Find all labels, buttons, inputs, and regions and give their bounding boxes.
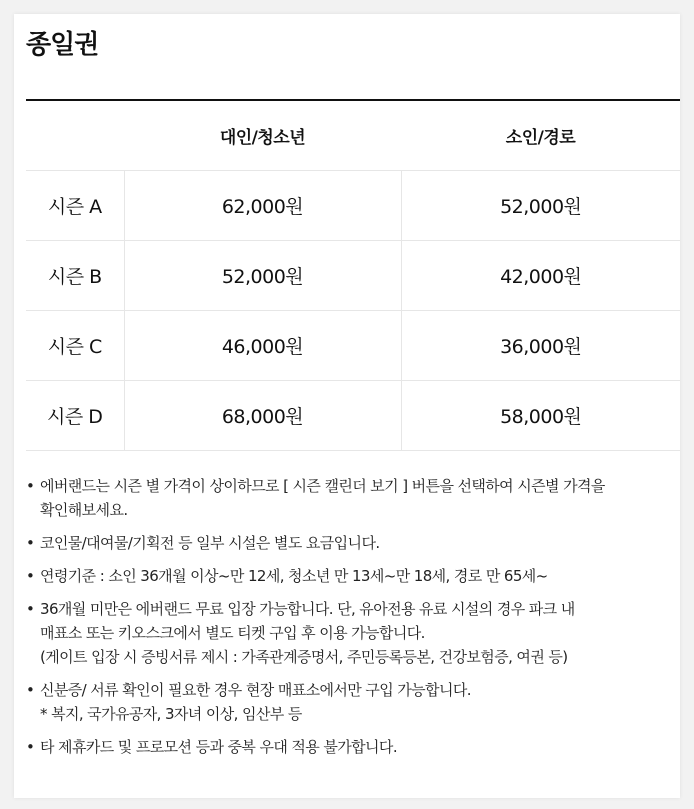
child-price: 58,000원 bbox=[401, 380, 680, 450]
bullet-icon: • bbox=[26, 738, 35, 756]
notes-list bbox=[26, 474, 674, 768]
header-child-senior: 소인/경로 bbox=[401, 100, 680, 170]
adult-price: 68,000원 bbox=[124, 380, 401, 450]
page-title: 종일권 bbox=[26, 30, 99, 60]
note-line: 에버랜드는 시즌 별 가격이 상이하므로 [ 시즌 캘린더 보기 ] 버튼을 선택하여 시즌별 가격을 bbox=[40, 477, 605, 495]
table-row bbox=[26, 380, 680, 450]
note-line: 36개월 미만은 에버랜드 무료 입장 가능합니다. 단, 유아전용 유료 시설의 경우 파크 내 bbox=[40, 600, 575, 618]
header-season bbox=[26, 100, 124, 170]
note-line: 코인물/대여물/기획전 등 일부 시설은 별도 요금입니다. bbox=[40, 534, 380, 552]
note-line: 타 제휴카드 및 프로모션 등과 중복 우대 적용 불가합니다. bbox=[40, 738, 397, 756]
table-row bbox=[26, 310, 680, 380]
list-item bbox=[26, 597, 674, 669]
adult-price: 46,000원 bbox=[124, 310, 401, 380]
list-item bbox=[26, 678, 674, 726]
child-price: 42,000원 bbox=[401, 240, 680, 310]
season-label: 시즌 C bbox=[26, 310, 124, 380]
table-header-row bbox=[26, 100, 680, 170]
bullet-icon: • bbox=[26, 567, 35, 585]
season-label: 시즌 B bbox=[26, 240, 124, 310]
list-item bbox=[26, 564, 674, 588]
child-price: 36,000원 bbox=[401, 310, 680, 380]
list-item bbox=[26, 474, 674, 522]
note-line: * 복지, 국가유공자, 3자녀 이상, 임산부 등 bbox=[40, 705, 302, 723]
ticket-price-card bbox=[14, 14, 680, 798]
note-line: 연령기준 : 소인 36개월 이상~만 12세, 청소년 만 13세~만 18세, 경로 만 65세~ bbox=[40, 567, 548, 585]
season-label: 시즌 A bbox=[26, 170, 124, 240]
note-line: (게이트 입장 시 증빙서류 제시 : 가족관계증명서, 주민등록등본, 건강보험증, 여권 등) bbox=[40, 648, 568, 666]
bullet-icon: • bbox=[26, 681, 35, 699]
adult-price: 62,000원 bbox=[124, 170, 401, 240]
child-price: 52,000원 bbox=[401, 170, 680, 240]
table-row bbox=[26, 170, 680, 240]
list-item bbox=[26, 531, 674, 555]
table-row bbox=[26, 240, 680, 310]
list-item bbox=[26, 735, 674, 759]
note-line: 확인해보세요. bbox=[40, 501, 128, 519]
adult-price: 52,000원 bbox=[124, 240, 401, 310]
price-table bbox=[26, 99, 680, 451]
header-adult-youth: 대인/청소년 bbox=[124, 100, 401, 170]
bullet-icon: • bbox=[26, 534, 35, 552]
bullet-icon: • bbox=[26, 477, 35, 495]
note-line: 신분증/ 서류 확인이 필요한 경우 현장 매표소에서만 구입 가능합니다. bbox=[40, 681, 471, 699]
note-line: 매표소 또는 키오스크에서 별도 티켓 구입 후 이용 가능합니다. bbox=[40, 624, 425, 642]
bullet-icon: • bbox=[26, 600, 35, 618]
season-label: 시즌 D bbox=[26, 380, 124, 450]
